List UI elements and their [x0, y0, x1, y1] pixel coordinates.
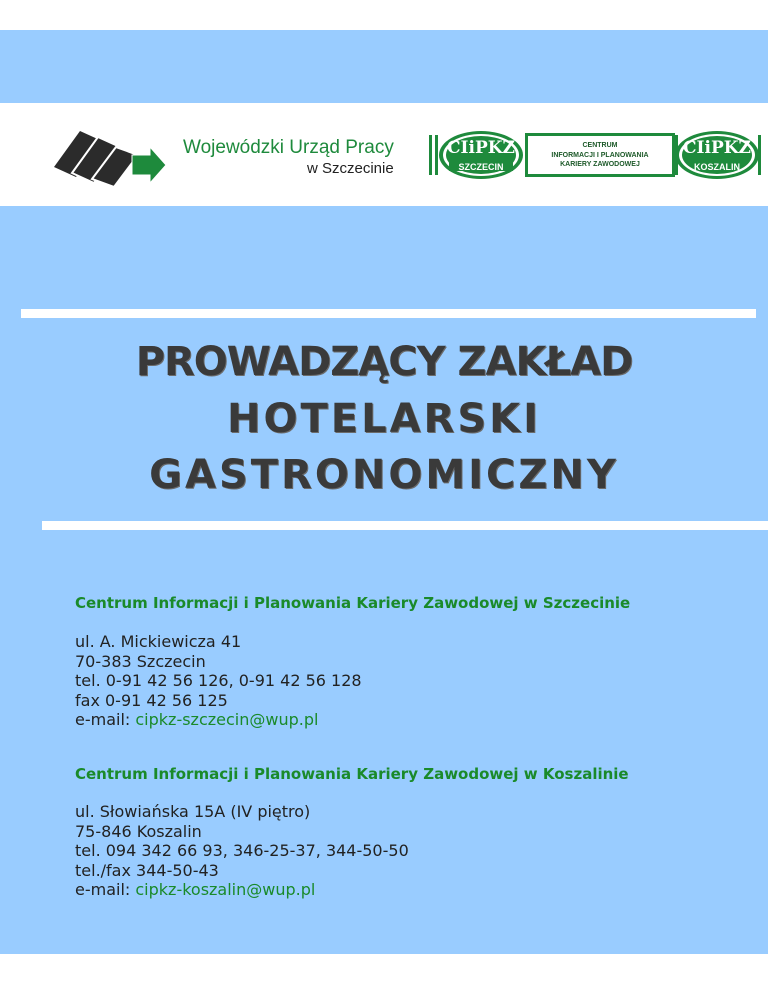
- fax: tel./fax 344-50-43: [75, 860, 219, 880]
- cipkz-right-logo-text: CIiPKZ: [683, 138, 751, 158]
- postal-code: 70-383 Szczecin: [75, 651, 206, 671]
- email-link-szczecin[interactable]: cipkz-szczecin@wup.pl: [135, 710, 319, 729]
- cipkz-left-city: SZCZECIN: [458, 162, 504, 172]
- title-line-3: GASTRONOMICZNY: [149, 452, 619, 498]
- street: ul. A. Mickiewicza 41: [75, 632, 242, 651]
- email-label: e-mail:: [75, 710, 136, 729]
- email-line: [75, 880, 409, 900]
- email-link-koszalin[interactable]: cipkz-koszalin@wup.pl: [135, 880, 316, 899]
- title-rule-top: [21, 309, 756, 318]
- org-name-szczecin: Centrum Informacji i Planowania Kariery Zawodowej w Szczecinie: [75, 594, 631, 612]
- org-name-koszalin: Centrum Informacji i Planowania Kariery Zawodowej w Koszalinie: [75, 765, 629, 783]
- cipkz-center-line2: INFORMACJI I PLANOWANIA: [551, 152, 649, 159]
- cipkz-right-city: KOSZALIN: [694, 162, 740, 172]
- wup-logo-icon: [50, 123, 168, 187]
- street: ul. Słowiańska 15A (IV piętro): [75, 802, 311, 821]
- phone: tel. 094 342 66 93, 346-25-37, 344-50-50: [75, 841, 409, 860]
- postal-code: 75-846 Koszalin: [75, 821, 202, 841]
- address-szczecin: [75, 632, 362, 730]
- address-koszalin: [75, 802, 409, 900]
- wup-name: Wojewódzki Urząd Pracy: [183, 137, 394, 158]
- cipkz-center-line1: CENTRUM: [582, 142, 618, 149]
- wup-city: w Szczecinie: [307, 160, 394, 177]
- cipkz-left-logo-text: CIiPKZ: [447, 138, 515, 158]
- email-label: e-mail:: [75, 880, 136, 899]
- title-rule-bottom: [42, 521, 768, 530]
- email-line: [75, 710, 362, 730]
- cipkz-banner-logo: [427, 129, 763, 181]
- cipkz-center-line3: KARIERY ZAWODOWEJ: [560, 161, 640, 168]
- phone: tel. 0-91 42 56 126, 0-91 42 56 128: [75, 671, 362, 690]
- title-line-2: HOTELARSKI: [226, 396, 542, 442]
- fax: fax 0-91 42 56 125: [75, 690, 228, 710]
- title-line-1: PROWADZĄCY ZAKŁAD: [135, 339, 633, 385]
